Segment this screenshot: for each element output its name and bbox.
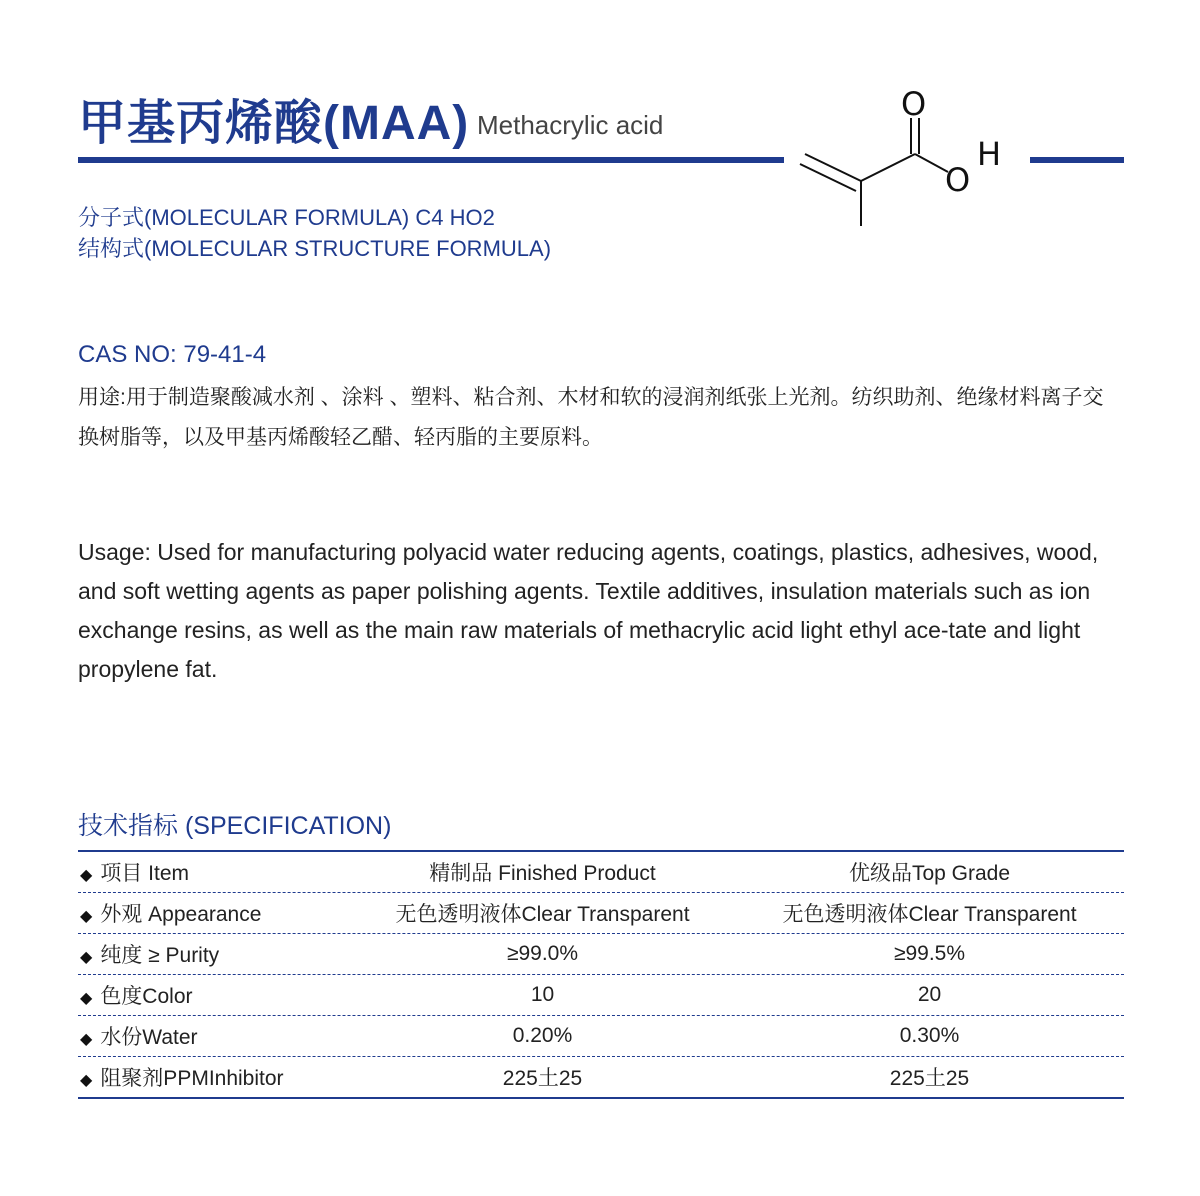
spec-header-row <box>78 852 1124 892</box>
page-subtitle: Methacrylic acid <box>477 110 664 140</box>
diamond-bullet-icon: ◆ <box>80 1072 93 1089</box>
spec-top-value: 优级品Top Grade <box>848 862 1011 885</box>
structure-oxygen-bottom: O <box>945 161 971 199</box>
spec-row-appearance <box>78 892 1124 933</box>
header-rule-left <box>78 157 784 163</box>
spec-finished-value: 225土25 <box>502 1067 583 1090</box>
spec-finished-value: ≥99.0% <box>506 942 579 965</box>
spec-top-value: 0.30% <box>899 1024 960 1047</box>
diamond-bullet-icon: ◆ <box>80 867 93 884</box>
spec-top-value: ≥99.5% <box>893 942 966 965</box>
diamond-bullet-icon: ◆ <box>80 990 93 1007</box>
spec-item-cell <box>78 939 350 969</box>
spec-item-label: 项目 Item <box>100 862 189 885</box>
structure-hydroxyl-bond <box>915 154 948 172</box>
page-title: 甲基丙烯酸(MAA) <box>78 97 470 150</box>
spec-top-value: 20 <box>917 983 942 1006</box>
structure-carbon-bond <box>861 154 915 181</box>
spec-item-label: 水份Water <box>100 1026 198 1049</box>
spec-finished-value: 0.20% <box>512 1024 573 1047</box>
spec-item-label: 外观 Appearance <box>100 903 262 926</box>
spec-item-label: 纯度 ≥ Purity <box>100 944 220 967</box>
molecular-structure-diagram <box>795 80 1035 230</box>
spec-row-purity <box>78 933 1124 974</box>
structure-formula-label: 结构式(MOLECULAR STRUCTURE FORMULA) <box>78 236 552 261</box>
specification-table <box>78 850 1124 1099</box>
usage-chinese: 用途:用于制造聚酸减水剂 、涂料 、塑料、粘合剂、木材和软的浸润剂纸张上光剂。纺织助剂、绝缘材料离子交换树脂等，以及甲基丙烯酸轻乙醋、轻丙脂的主要原料。 <box>78 386 1104 449</box>
spec-row-water <box>78 1015 1124 1056</box>
spec-item-label: 色度Color <box>100 985 193 1008</box>
cas-number: CAS NO: 79-41-4 <box>78 341 267 368</box>
structure-hydrogen: H <box>977 135 1002 173</box>
diamond-bullet-icon: ◆ <box>80 1031 93 1048</box>
spec-row-color <box>78 974 1124 1015</box>
spec-item-cell <box>78 1062 350 1092</box>
structure-double-bond-line-2 <box>800 164 856 191</box>
spec-item-cell <box>78 980 350 1010</box>
spec-finished-value: 10 <box>530 983 555 1006</box>
molecular-formula: 分子式(MOLECULAR FORMULA) C4 HO2 <box>78 205 495 230</box>
spec-row-inhibitor <box>78 1056 1124 1097</box>
specification-heading: 技术指标 (SPECIFICATION) <box>78 812 392 840</box>
spec-top-value: 225土25 <box>889 1067 970 1090</box>
structure-double-bond-line-1 <box>805 154 861 181</box>
spec-item-label: 阻聚剂PPMInhibitor <box>100 1067 284 1090</box>
header-rule-right <box>1030 157 1124 163</box>
spec-item-cell <box>78 898 350 928</box>
structure-oxygen-top: O <box>901 85 927 123</box>
spec-top-value: 无色透明液体Clear Transparent <box>782 903 1077 926</box>
spec-item-cell <box>78 857 350 887</box>
usage-english: Usage: Used for manufacturing polyacid water reducing agents, coatings, plastics, adhesives, wood, and soft wetting agents as paper polishing agents. Textile additives, insulation materials such as ion exchange resins, as well as the main raw materials of methacrylic acid light ethyl ace-tate and light propylene fat. <box>78 539 1099 682</box>
spec-finished-value: 无色透明液体Clear Transparent <box>395 903 690 926</box>
spec-finished-value: 精制品 Finished Product <box>429 862 656 885</box>
diamond-bullet-icon: ◆ <box>80 908 93 925</box>
diamond-bullet-icon: ◆ <box>80 949 93 966</box>
spec-item-cell <box>78 1021 350 1051</box>
